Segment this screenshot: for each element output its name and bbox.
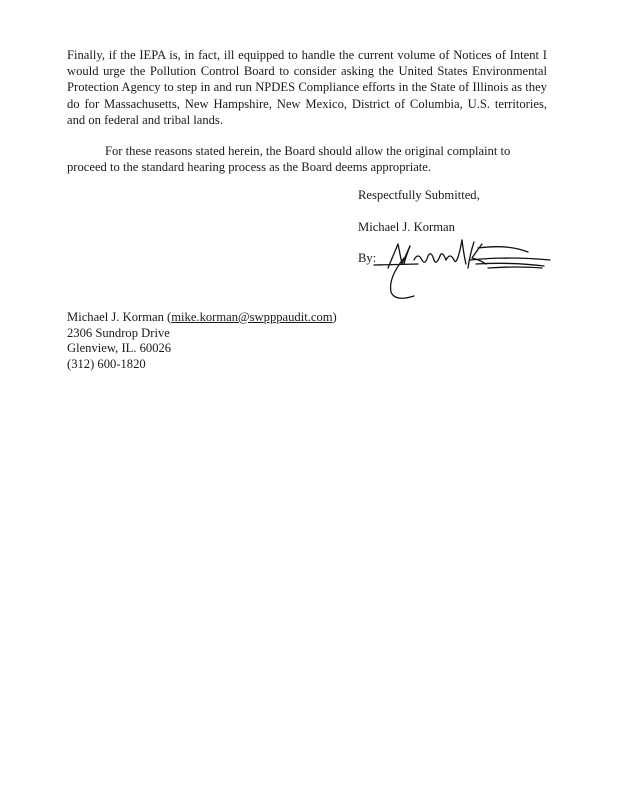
contact-block [67, 310, 337, 372]
street-address: 2306 Sundrop Drive [67, 325, 170, 340]
by-label: By: [358, 251, 377, 265]
email-link[interactable]: mike.korman@swpppaudit.com [171, 310, 333, 324]
handwritten-signature [358, 238, 558, 304]
email-open-paren: ( [167, 310, 172, 324]
city-state-zip: Glenview, IL. 60026 [67, 341, 172, 356]
phone-number: (312) 600-1820 [67, 356, 146, 371]
contact-name-line [67, 310, 337, 326]
salutation: Respectfully Submitted, [358, 188, 480, 202]
signer-name: Michael J. Korman [358, 220, 455, 234]
signature-block [358, 238, 558, 304]
contact-name: Michael J. Korman [67, 310, 164, 324]
closing-argument-paragraph: Finally, if the IEPA is, in fact, ill equipped to handle the current volume of Notices of Intent I would urge the Pollution Control Board to consider asking the United States Environmental Protection Agency to step in and run NPDES Compliance efforts in the State of Illinois as they do for Massachusetts, New Hampshire, New Mexico, District of Columbia, U.S. territories, and on federal and tribal lands. [67, 48, 547, 127]
email-close-paren: ) [332, 310, 337, 324]
conclusion-paragraph: For these reasons stated herein, the Board should allow the original complaint to proceed to the standard hearing process as the Board deems appropriate. [67, 144, 511, 175]
